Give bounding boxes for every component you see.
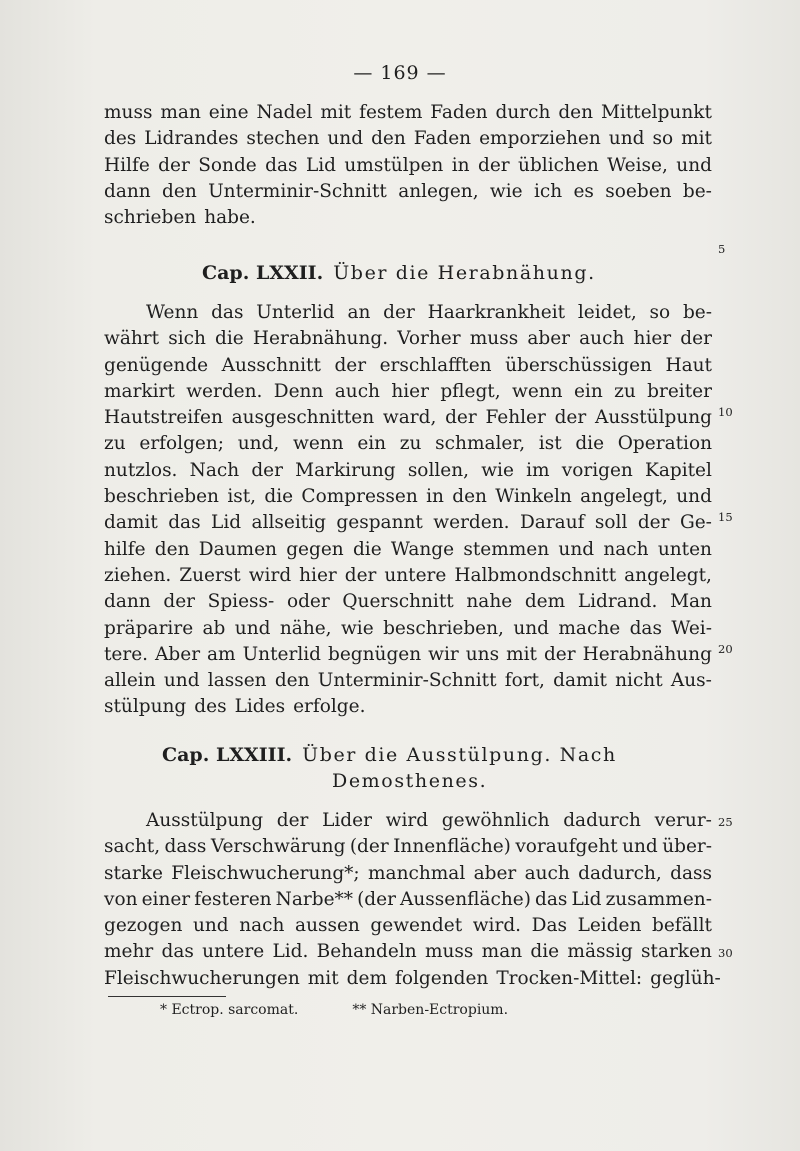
line-number: 10: [718, 405, 733, 419]
word: und: [608, 128, 645, 150]
word: Lid: [211, 512, 242, 534]
word: umstülpen: [344, 154, 444, 176]
word: genügende: [104, 354, 209, 376]
word: manchmal: [368, 862, 466, 884]
word: wird.: [472, 915, 522, 937]
word: Unterminir-Schnitt: [317, 670, 497, 692]
word: nach: [603, 538, 649, 560]
word: an: [347, 302, 371, 323]
word: Daumen: [198, 538, 277, 560]
word: Denn: [273, 380, 324, 402]
text-line: [104, 834, 712, 860]
word: zu: [614, 380, 636, 402]
word: Wei-: [671, 617, 712, 639]
word: wir: [428, 643, 459, 665]
word: wird: [248, 564, 292, 586]
text-line: [104, 405, 712, 431]
word: leidet,: [577, 302, 637, 323]
word: einer: [141, 888, 191, 910]
word: wird: [385, 810, 429, 831]
word: hilfe: [104, 538, 146, 560]
text-line: [104, 808, 712, 834]
word: oder: [286, 591, 330, 613]
text-line: [104, 379, 712, 405]
word: im: [526, 459, 550, 481]
word: Sonde: [198, 154, 257, 176]
word: über-: [662, 836, 712, 858]
word: nähe,: [279, 617, 332, 639]
text-line: [104, 589, 712, 615]
chapter-heading-72: [202, 262, 596, 284]
word: wie: [489, 180, 523, 202]
word: gespannt: [336, 512, 423, 534]
word: erfolgen;: [139, 433, 225, 455]
word: die: [575, 433, 605, 455]
word: man: [481, 941, 523, 963]
word: eine: [208, 102, 249, 123]
word: Haut: [665, 354, 712, 376]
text-line: [104, 353, 712, 379]
word: Mittelpunkt: [600, 102, 712, 123]
text-line: [104, 205, 712, 231]
word: überschüssigen: [505, 354, 652, 376]
word: mit: [506, 643, 537, 665]
word: die: [530, 941, 560, 963]
text-line: [104, 179, 712, 205]
word: starke: [104, 862, 163, 884]
word: dem: [524, 591, 566, 613]
word: der: [158, 154, 190, 176]
word: aber: [527, 328, 571, 350]
word: die: [352, 538, 382, 560]
word: ab: [202, 617, 226, 639]
word: Weise,: [607, 154, 668, 176]
footnotes: [160, 1002, 508, 1018]
word: (der: [349, 836, 389, 858]
text-line: [104, 861, 712, 887]
word: das: [211, 302, 244, 323]
text-line: [104, 153, 712, 179]
word: fort,: [504, 670, 545, 692]
word: Winkeln: [495, 486, 572, 508]
word: dann: [104, 180, 151, 202]
word: Verschwärung: [210, 836, 346, 858]
footnote-2: ** Narben-Ectropium.: [352, 1002, 509, 1018]
text-line: [104, 966, 721, 992]
word: ist,: [227, 486, 257, 508]
word: be-: [682, 302, 712, 323]
text-line: [104, 668, 712, 694]
word: muss: [424, 941, 474, 963]
word: tere.: [104, 643, 149, 665]
text-line: [104, 887, 712, 913]
text-line: [104, 939, 712, 965]
word: gewöhnlich: [441, 810, 550, 831]
word: Haarkrankheit: [427, 302, 566, 323]
word: dann: [104, 591, 151, 613]
word: pflegt,: [440, 380, 501, 402]
word: dem: [346, 967, 387, 989]
line-number: 15: [718, 510, 733, 524]
word: schrieben: [104, 207, 197, 229]
word: mässig: [567, 941, 633, 963]
word: das: [265, 154, 298, 176]
word: Fleischwucherungen: [104, 967, 300, 989]
word: am: [207, 643, 236, 665]
word: Hautstreifen: [104, 407, 223, 429]
word: ziehen.: [104, 564, 172, 586]
word: den: [452, 486, 487, 508]
word: die: [264, 486, 294, 508]
word: Faden: [430, 102, 488, 123]
word: damit: [553, 670, 607, 692]
word: man: [160, 102, 201, 123]
word: (der: [357, 888, 396, 910]
word: wenn: [511, 380, 563, 402]
word: folgenden: [395, 967, 489, 989]
word: Operation: [617, 433, 712, 455]
chapter-title-line1: Über die Ausstülpung. Nach: [302, 744, 617, 766]
word: Lidrand.: [577, 591, 658, 613]
word: und: [676, 154, 712, 176]
text-line: [104, 484, 712, 510]
paragraph-3: [104, 808, 721, 992]
paragraph-2: [104, 300, 712, 721]
word: Hilfe: [104, 154, 150, 176]
word: Unterminir-Schnitt: [208, 180, 387, 202]
word: Vorher: [397, 328, 461, 350]
word: allseitig: [251, 512, 326, 534]
word: mit: [307, 967, 339, 989]
word: werden.: [186, 380, 263, 402]
word: und: [327, 128, 364, 150]
text-line: [104, 913, 712, 939]
word: das: [168, 512, 201, 534]
word: den: [558, 102, 594, 123]
word: Ausstülpung: [594, 407, 712, 429]
word: erfolge.: [293, 696, 366, 718]
word: Lid: [305, 154, 336, 176]
word: Trocken-Mittel:: [496, 967, 643, 989]
word: Fleischwucherung*;: [171, 862, 360, 884]
word: und: [163, 670, 200, 692]
text-line: [104, 126, 712, 152]
word: muss: [104, 102, 153, 123]
word: stechen: [246, 128, 320, 150]
word: Unterlid: [242, 643, 322, 665]
word: und: [622, 836, 658, 858]
word: der: [445, 407, 477, 429]
word: breiter: [647, 380, 712, 402]
word: mehr: [104, 941, 154, 963]
word: ich: [533, 180, 563, 202]
text-line: [104, 458, 712, 484]
word: aber: [473, 862, 517, 884]
word: und: [234, 617, 271, 639]
word: Kapitel: [645, 459, 712, 481]
word: dadurch,: [578, 862, 662, 884]
word: und: [558, 538, 595, 560]
word: allein: [104, 670, 156, 692]
word: der: [163, 591, 195, 613]
word: Wange: [390, 538, 455, 560]
word: zu: [104, 433, 126, 455]
word: den: [274, 670, 310, 692]
word: emporziehen: [479, 128, 601, 150]
word: nahe: [466, 591, 513, 613]
word: Unterlid: [256, 302, 335, 323]
word: Halbmondschnitt: [454, 564, 617, 586]
word: und: [192, 915, 229, 937]
line-number: 30: [718, 946, 733, 960]
word: Nadel: [256, 102, 313, 123]
line-number: 5: [718, 242, 726, 256]
word: auch: [579, 328, 625, 350]
word: ein: [573, 380, 603, 402]
word: und: [513, 617, 549, 639]
word: soll: [594, 512, 628, 534]
word: Lides: [234, 696, 286, 718]
word: Darauf: [519, 512, 585, 534]
word: ist: [538, 433, 562, 455]
word: hier: [633, 328, 672, 350]
word: mit: [681, 128, 712, 150]
word: starken: [641, 941, 712, 963]
text-line: [104, 563, 712, 589]
word: des: [194, 696, 227, 718]
word: Herabnähung.: [252, 328, 389, 350]
footnote-1: * Ectrop. sarcomat.: [160, 1002, 299, 1018]
word: des: [104, 128, 137, 150]
word: zusammen-: [605, 888, 712, 910]
line-number: 20: [718, 642, 733, 656]
word: Herabnähung: [582, 643, 712, 665]
word: ward,: [382, 407, 437, 429]
word: in: [451, 154, 470, 176]
word: Zuerst: [179, 564, 241, 586]
word: mache: [558, 617, 621, 639]
word: uns: [465, 643, 500, 665]
footnote-divider: [108, 996, 226, 997]
word: so: [652, 128, 674, 150]
text-line: [104, 642, 712, 668]
word: wie: [340, 617, 374, 639]
word: es: [573, 180, 594, 202]
line-number: 25: [718, 815, 733, 829]
word: stemmen: [463, 538, 550, 560]
word: den: [162, 180, 197, 202]
word: Narbe**: [275, 888, 354, 910]
word: Behandeln: [316, 941, 417, 963]
word: zu: [399, 433, 422, 455]
word: mit: [320, 102, 352, 123]
word: gezogen: [104, 915, 183, 937]
text-line: [104, 431, 712, 457]
word: Compressen: [301, 486, 418, 508]
text-line: [104, 100, 712, 126]
text-line: [104, 300, 712, 326]
word: der: [680, 328, 712, 350]
word: das: [161, 941, 194, 963]
word: markirt: [104, 380, 175, 402]
word: verur-: [654, 810, 712, 831]
word: ausgeschnitten: [231, 407, 375, 429]
word: Leiden: [577, 915, 642, 937]
text-line: [104, 326, 712, 352]
word: Ausschnitt: [221, 354, 321, 376]
word: auch: [524, 862, 570, 884]
word: erschlafften: [379, 354, 492, 376]
word: dass: [670, 862, 712, 884]
word: der: [543, 643, 576, 665]
word: Ge-: [679, 512, 712, 534]
word: voraufgeht: [515, 836, 618, 858]
word: auch: [334, 380, 380, 402]
word: von: [104, 888, 138, 910]
word: Querschnitt: [342, 591, 454, 613]
word: schmaler,: [435, 433, 526, 455]
text-line: [104, 694, 712, 720]
word: wie: [481, 459, 514, 481]
word: sacht,: [104, 836, 161, 858]
word: begnügen: [328, 643, 422, 665]
word: wenn: [292, 433, 344, 455]
word: hier: [391, 380, 429, 402]
word: muss: [469, 328, 519, 350]
word: anlegen,: [398, 180, 479, 202]
word: angelegt,: [624, 564, 712, 586]
word: und: [676, 486, 712, 508]
word: festeren: [194, 888, 272, 910]
word: der: [477, 154, 510, 176]
word: Wenn: [146, 302, 199, 323]
word: lassen: [207, 670, 267, 692]
word: stülpung: [104, 696, 187, 718]
word: währt: [104, 328, 160, 350]
word: damit: [104, 512, 158, 534]
word: der: [554, 407, 587, 429]
word: dadurch: [563, 810, 641, 831]
word: beschrieben,: [383, 617, 504, 639]
word: habe.: [204, 207, 256, 229]
word: angelegt,: [580, 486, 668, 508]
word: be-: [682, 180, 712, 202]
word: geglüh-: [650, 967, 721, 989]
word: Spiess-: [207, 591, 275, 613]
word: soeben: [605, 180, 672, 202]
word: werden.: [433, 512, 510, 534]
word: Faden: [413, 128, 472, 150]
word: in: [426, 486, 444, 508]
word: und,: [237, 433, 280, 455]
word: die: [215, 328, 244, 350]
word: Lid: [571, 888, 602, 910]
word: Aber: [155, 643, 201, 665]
word: der: [334, 354, 367, 376]
word: unten: [657, 538, 712, 560]
word: untere: [384, 564, 447, 586]
word: Ausstülpung: [146, 810, 264, 831]
word: beschrieben: [104, 486, 219, 508]
word: durch: [495, 102, 551, 123]
chapter-number: Cap. LXXII.: [202, 262, 324, 284]
word: der: [637, 512, 670, 534]
word: nach: [239, 915, 285, 937]
word: sich: [168, 328, 206, 350]
word: untere: [202, 941, 265, 963]
word: hier: [299, 564, 337, 586]
word: Lidrandes: [144, 128, 239, 150]
word: aussen: [295, 915, 360, 937]
word: ein: [357, 433, 387, 455]
word: gewendet: [370, 915, 463, 937]
word: so: [649, 302, 671, 323]
paragraph-1: [104, 100, 712, 231]
word: das: [535, 888, 568, 910]
word: der: [383, 302, 415, 323]
word: den: [371, 128, 406, 150]
word: nicht: [615, 670, 663, 692]
word: Aussenfläche): [400, 888, 531, 910]
word: sollen,: [407, 459, 470, 481]
text-line: [104, 510, 712, 536]
word: nutzlos.: [104, 459, 178, 481]
text-line: [104, 616, 712, 642]
word: Markirung: [295, 459, 396, 481]
chapter-number: Cap. LXXIII.: [162, 744, 293, 766]
word: üblichen: [518, 154, 599, 176]
word: der: [251, 459, 283, 481]
word: dass: [164, 836, 207, 858]
text-line: [104, 537, 712, 563]
word: das: [629, 617, 662, 639]
word: Lider: [322, 810, 372, 831]
word: festem: [359, 102, 423, 123]
word: Das: [531, 915, 567, 937]
chapter-heading-73: [162, 744, 617, 766]
word: der: [276, 810, 309, 831]
chapter-title: Über die Herabnähung.: [333, 262, 596, 284]
word: vorigen: [561, 459, 633, 481]
word: Nach: [189, 459, 240, 481]
word: den: [154, 538, 190, 560]
word: Aus-: [670, 670, 712, 692]
word: der: [344, 564, 377, 586]
word: gegen: [286, 538, 344, 560]
word: Innenfläche): [393, 836, 511, 858]
word: Fehler: [485, 407, 546, 429]
word: Lid.: [272, 941, 309, 963]
word: präparire: [104, 617, 194, 639]
page-number: — 169 —: [353, 62, 447, 84]
word: befällt: [652, 915, 712, 937]
chapter-title-line2: Demosthenes.: [332, 770, 488, 792]
word: Man: [670, 591, 712, 613]
